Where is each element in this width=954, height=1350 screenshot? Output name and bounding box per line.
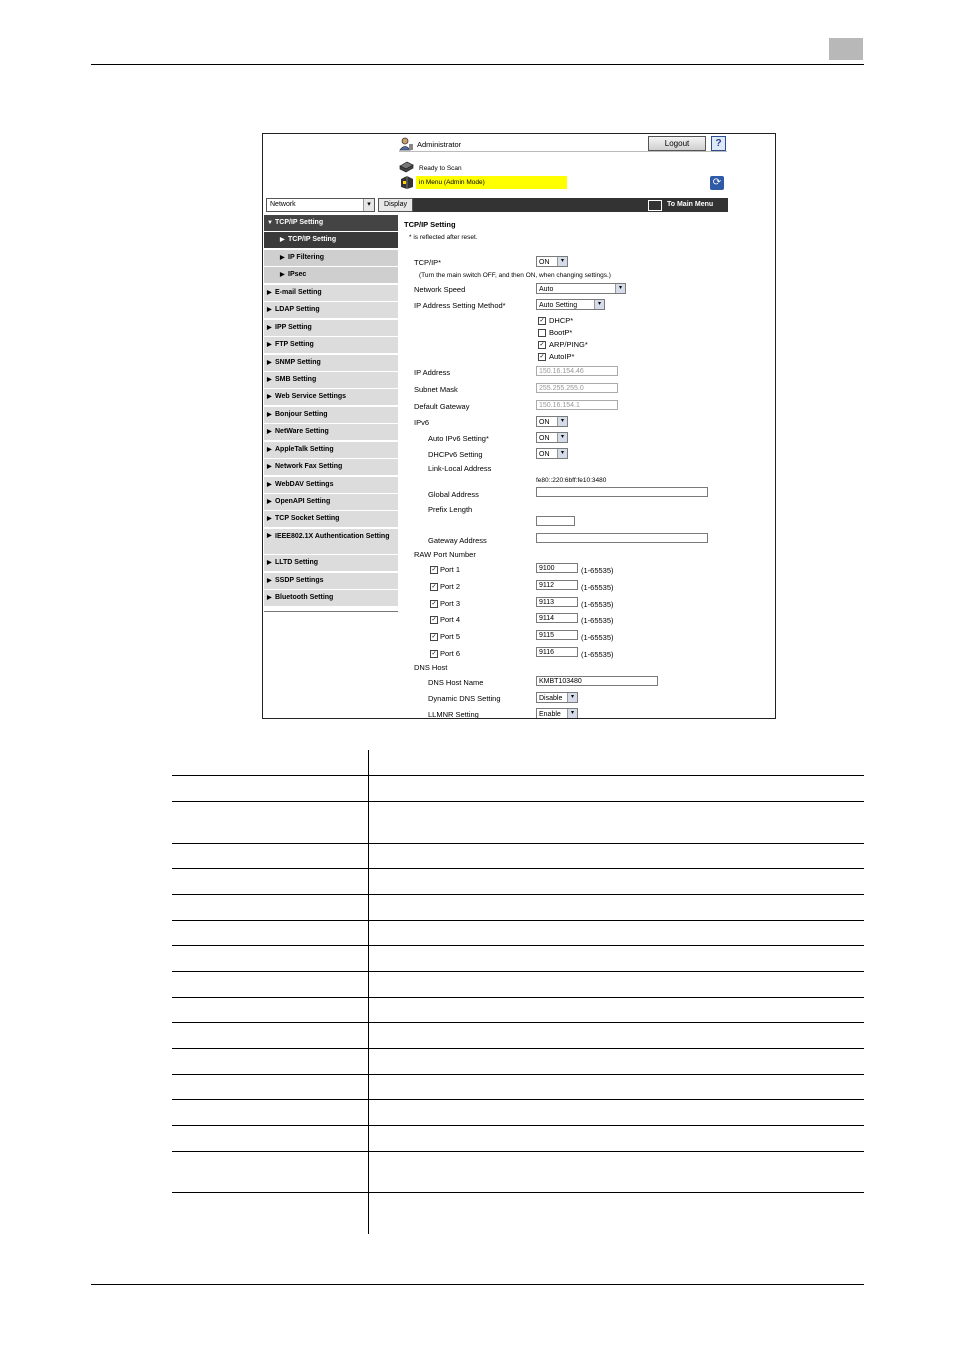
sidebar-item[interactable] [264,337,398,353]
sidebar-item-label: FTP Setting [275,341,314,349]
network-speed-select[interactable] [536,283,626,294]
dhcpv6-label: DHCPv6 Setting [428,450,483,459]
bootp-checkbox[interactable] [538,329,546,337]
port-range: (1-65535) [581,599,614,609]
triangle-right-icon: ▶ [267,289,272,296]
chevron-down-icon: ▾ [567,709,577,718]
sidebar-item-label: NetWare Setting [275,428,329,436]
port-field[interactable]: 9115 [536,630,578,640]
sidebar-item-label: IPsec [288,271,307,279]
logout-button[interactable]: Logout [648,136,706,151]
triangle-right-icon: ▶ [267,307,272,314]
sidebar-item-label: AppleTalk Setting [275,445,334,453]
ipv6-value: ON [539,419,550,426]
auto-ipv6-label: Auto IPv6 Setting* [428,434,489,443]
page-number-tab [829,38,863,60]
sidebar-item[interactable] [264,590,398,606]
table-row-rule [172,1192,864,1193]
sidebar-item-label: SSDP Settings [275,576,324,584]
port-checkbox[interactable]: ✓ [431,567,437,573]
port-checkbox[interactable]: ✓ [431,634,437,641]
sidebar-item[interactable] [264,302,398,318]
triangle-right-icon: ▶ [267,560,272,567]
sidebar-item-label: TCP/IP Setting [288,236,337,244]
header-divider [399,151,727,152]
default-gateway-field[interactable]: 150.16.154.1 [536,400,618,410]
default-gateway-label: Default Gateway [414,402,470,411]
table-column-divider [368,750,369,1234]
sidebar-item[interactable] [264,442,398,458]
administrator-icon [399,137,414,151]
machine-icon [399,175,414,190]
sidebar-item[interactable] [264,529,398,554]
sidebar-item[interactable] [264,250,398,266]
sidebar-item-label: Bonjour Setting [275,410,328,418]
port-range: (1-65535) [581,582,614,592]
mode-indicator: in Menu (Admin Mode) [416,176,567,189]
ip-address-label: IP Address [414,368,451,377]
port-field[interactable]: 9100 [536,563,578,573]
triangle-right-icon: ▶ [267,342,272,349]
ip-method-value: Auto Setting [539,302,578,309]
chevron-down-icon: ▾ [557,417,567,426]
llmnr-label: LLMNR Setting [428,710,479,719]
table-row-rule [172,971,864,972]
dynamic-dns-select[interactable] [536,692,578,703]
ip-method-select[interactable] [536,299,605,310]
dhcpv6-select[interactable] [536,448,568,459]
subnet-mask-field[interactable]: 255.255.255.0 [536,383,618,393]
sidebar [264,215,398,608]
table-row-rule [172,1125,864,1126]
triangle-right-icon: ▶ [280,254,285,261]
chevron-down-icon: ▾ [594,300,604,309]
sidebar-item-label: TCP/IP Setting [275,219,324,226]
sidebar-item[interactable] [264,459,398,475]
refresh-icon[interactable]: ⟳ [710,176,724,190]
raw-port-label: RAW Port Number [414,550,476,559]
sidebar-item[interactable] [264,424,398,440]
sidebar-item-label: Web Service Settings [275,393,347,401]
autoip-checkbox[interactable]: ✓ [539,354,545,360]
port-label: Port 5 [440,632,461,642]
triangle-right-icon: ▶ [267,446,272,453]
sidebar-item[interactable] [264,215,398,231]
sidebar-item[interactable] [264,285,398,301]
sidebar-item-label: OpenAPI Setting [275,498,331,505]
table-row-rule [172,843,864,844]
tcpip-select[interactable] [536,256,568,267]
sidebar-item-label: SNMP Setting [275,358,321,366]
triangle-right-icon: ▶ [280,237,285,244]
sidebar-item-label: E-mail Setting [275,288,322,296]
port-label: Port 1 [440,565,461,574]
to-main-menu-link[interactable]: To Main Menu [667,201,714,208]
sidebar-bottom-rule [264,611,398,612]
dynamic-dns-value: Disable [539,695,563,702]
port-checkbox[interactable]: ✓ [431,583,437,590]
triangle-right-icon: ▶ [280,272,285,279]
triangle-right-icon: ▶ [267,429,272,436]
arpping-label: ARP/PING* [549,340,588,349]
sidebar-item[interactable] [264,494,398,510]
table-row-rule [172,945,864,946]
sidebar-item[interactable] [264,267,398,283]
link-local-label: Link-Local Address [428,464,492,473]
sidebar-item-label: Network Fax Setting [275,463,343,471]
ip-address-field[interactable]: 150.16.154.46 [536,366,618,376]
sidebar-item[interactable] [264,511,398,527]
network-speed-value: Auto [539,286,554,293]
tcpip-value: ON [539,259,550,266]
tcpip-label: TCP/IP* [414,258,442,267]
sidebar-item-label: TCP Socket Setting [275,515,340,523]
table-row-rule [172,801,864,802]
dns-host-name-field[interactable]: KMBT103480 [536,676,658,686]
port-range: (1-65535) [581,616,614,626]
sidebar-item-label: WebDAV Settings [275,480,334,488]
sidebar-item[interactable] [264,355,398,371]
chevron-down-icon: ▾ [557,433,567,442]
network-select[interactable] [266,198,375,212]
triangle-right-icon: ▶ [267,359,272,366]
display-button[interactable]: Display [378,198,413,212]
sidebar-item[interactable] [264,573,398,589]
bootp-label: BootP* [549,328,573,337]
triangle-right-icon: ▶ [267,532,272,539]
table-row-rule [172,1151,864,1152]
llmnr-select[interactable] [536,708,578,719]
gateway-address-field[interactable] [536,533,708,543]
triangle-right-icon: ▶ [267,481,272,488]
port-checkbox[interactable]: ✓ [431,651,437,657]
port-checkbox[interactable]: ✓ [431,600,437,607]
sidebar-item-label: LDAP Setting [275,306,320,314]
network-speed-label: Network Speed [414,285,466,294]
table-row-rule [172,894,864,895]
global-address-field[interactable] [536,487,708,497]
chevron-down-icon: ▾ [557,449,567,458]
chevron-down-icon: ▾ [567,693,577,702]
port-range: (1-65535) [581,650,614,659]
port-field[interactable]: 9113 [536,597,578,607]
sidebar-item[interactable] [264,407,398,423]
dns-host-name-label: DNS Host Name [428,678,484,687]
ipv6-label: IPv6 [414,418,430,427]
sidebar-item-label: IEEE802.1X Authentication Setting [275,532,390,540]
table-row-rule [172,1099,864,1100]
triangle-down-icon: ▼ [267,220,273,226]
chevron-down-icon: ▾ [363,199,374,211]
port-field[interactable]: 9112 [536,580,578,590]
dhcp-label: DHCP* [549,316,574,325]
triangle-right-icon: ▶ [267,516,272,523]
ip-method-label: IP Address Setting Method* [414,301,506,310]
ipv6-select[interactable] [536,416,568,427]
autoip-label: AutoIP* [549,352,575,361]
prefix-length-field[interactable] [536,516,575,526]
help-button[interactable]: ? [711,136,726,151]
table-row-rule [172,920,864,921]
dns-host-label: DNS Host [414,663,448,672]
triangle-right-icon: ▶ [267,595,272,602]
web-admin-screenshot [262,133,776,719]
sidebar-item[interactable] [264,232,398,248]
dhcpv6-value: ON [539,451,550,458]
tcpip-hint: (Turn the main switch OFF, and then ON, when changing settings.) [419,272,611,279]
administrator-label: Administrator [417,140,462,149]
auto-ipv6-value: ON [539,435,550,442]
port-label: Port 2 [440,581,461,591]
table-row-rule [172,1074,864,1075]
auto-ipv6-select[interactable] [536,432,568,443]
table-row-rule [172,1022,864,1023]
sidebar-item-label: IPP Setting [275,323,312,331]
port-label: Port 3 [440,598,461,608]
sidebar-item-label: Bluetooth Setting [275,594,334,602]
sidebar-item[interactable] [264,389,398,405]
gateway-address-label: Gateway Address [428,536,487,545]
main-menu-icon [648,200,662,211]
sidebar-item-label: SMB Setting [275,375,317,383]
sidebar-item[interactable] [264,372,398,388]
footer-rule [91,1284,864,1285]
triangle-right-icon: ▶ [267,411,272,418]
triangle-right-icon: ▶ [267,394,272,401]
chevron-down-icon: ▾ [615,284,625,293]
sidebar-item[interactable] [264,477,398,493]
triangle-right-icon: ▶ [267,464,272,471]
sidebar-item-label: IP Filtering [288,253,325,261]
triangle-right-icon: ▶ [267,376,272,383]
page-title: TCP/IP Setting [404,220,456,229]
header-rule [91,64,864,65]
status-text: Ready to Scan [419,165,462,172]
table-row-rule [172,868,864,869]
arpping-checkbox[interactable]: ✓ [539,342,545,348]
sidebar-item-label: LLTD Setting [275,559,319,567]
sidebar-item[interactable] [264,320,398,336]
triangle-right-icon: ▶ [267,324,272,331]
prefix-length-label: Prefix Length [428,505,473,514]
port-range: (1-65535) [581,633,614,643]
port-field[interactable]: 9116 [536,647,578,657]
global-address-label: Global Address [428,490,479,499]
network-select-value: Network [270,201,296,208]
dynamic-dns-label: Dynamic DNS Setting [428,694,501,703]
table-row-rule [172,775,864,776]
reset-note: * is reflected after reset. [409,234,478,241]
port-label: Port 6 [440,649,461,658]
port-label: Port 4 [440,615,461,625]
link-local-value: fe80::220:6bff:fe10:3480 [536,477,607,484]
port-range: (1-65535) [581,566,614,575]
triangle-right-icon: ▶ [267,499,272,505]
port-checkbox[interactable]: ✓ [431,617,437,624]
subnet-mask-label: Subnet Mask [414,385,458,394]
triangle-right-icon: ▶ [267,577,272,584]
llmnr-value: Enable [539,711,561,718]
scanner-icon [399,161,414,173]
table-row-rule [172,997,864,998]
table-row-rule [172,1048,864,1049]
port-field[interactable]: 9114 [536,613,578,623]
sidebar-item[interactable] [264,555,398,571]
dhcp-checkbox[interactable]: ✓ [539,318,545,324]
chevron-down-icon: ▾ [557,257,567,266]
